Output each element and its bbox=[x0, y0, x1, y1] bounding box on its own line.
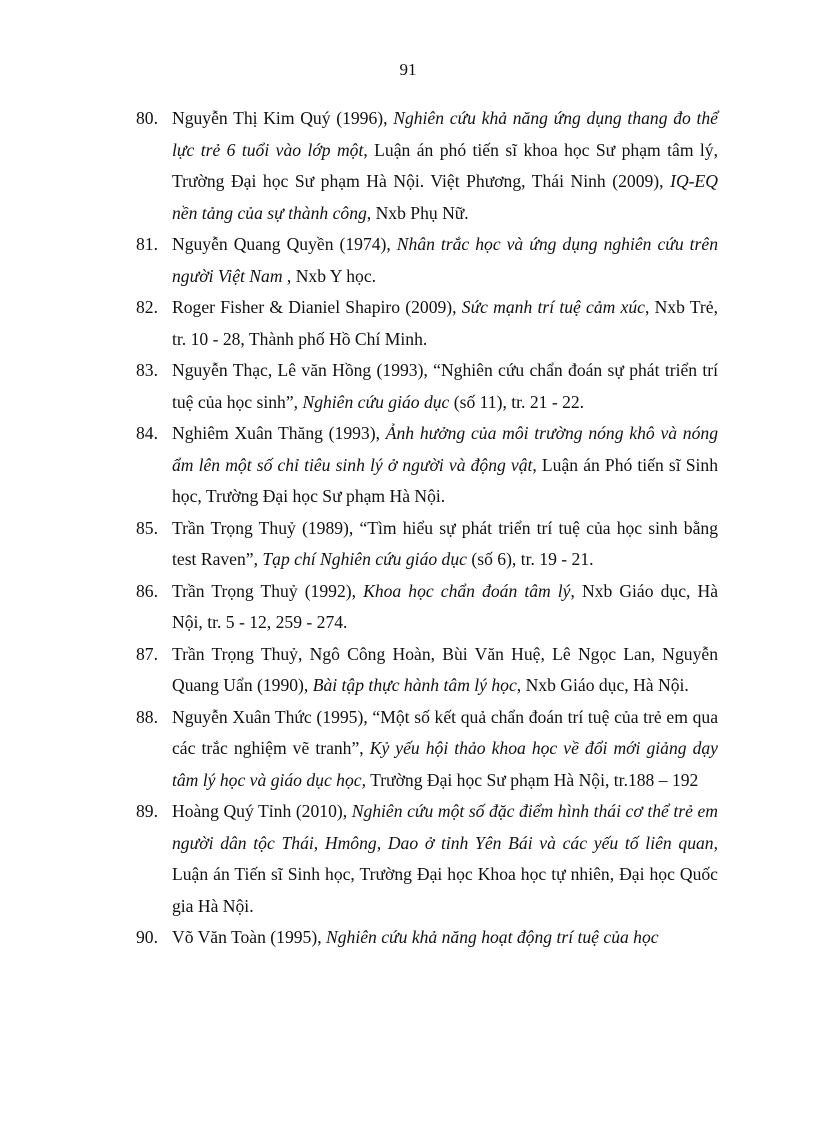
reference-title: Nghiên cứu giáo dục bbox=[302, 391, 450, 412]
reference-number: 85. bbox=[136, 517, 158, 538]
reference-title: Ảnh hưởng của môi trường nóng khô và nóng ẩm lên một số chỉ tiêu sinh lý ở người và động vật bbox=[172, 423, 718, 475]
reference-text: Võ Văn Toàn (1995), bbox=[172, 927, 326, 947]
reference-title: Tạp chí Nghiên cứu giáo dục bbox=[262, 549, 467, 569]
reference-item bbox=[136, 513, 718, 576]
reference-item bbox=[136, 292, 718, 355]
reference-number: 80. bbox=[136, 108, 158, 128]
reference-text: Nguyễn Xuân Thức (1995), “Một số kết quả chẩn đoán trí tuệ của trẻ em qua các trắc nghiệm vẽ tranh”, bbox=[172, 706, 718, 758]
reference-text: Nguyễn Thị Kim Quý (1996), bbox=[172, 108, 394, 128]
reference-text: Trường Đại học Sư phạm Hà Nội, tr.188 – 192 bbox=[365, 769, 699, 790]
reference-text: , Nxb Giáo dục, Hà Nội, tr. 5 - 12, 259 - 274. bbox=[172, 580, 719, 632]
reference-number: 88. bbox=[136, 706, 158, 727]
reference-title: Nghiên cứu một số đặc điểm hình thái cơ thể trẻ em người dân tộc Thái, Hmông, Dao ở tỉnh Yên Bái và các yếu tố liên quan, bbox=[172, 801, 719, 853]
reference-text: , Nxb Y học. bbox=[282, 265, 377, 286]
reference-text: , Nxb Phụ Nữ. bbox=[366, 202, 469, 223]
reference-text: Trần Trọng Thuỷ, Ngô Công Hoàn, Bùi Văn Huệ, Lê Ngọc Lan, Nguyễn Quang Uẩn (1990), bbox=[172, 643, 718, 695]
reference-text: (số 11), tr. 21 - 22. bbox=[449, 391, 585, 412]
reference-text: Trần Trọng Thuỷ (1989), “Tìm hiểu sự phát triển trí tuệ của học sinh bằng test Raven”, bbox=[172, 517, 718, 569]
reference-text: Hoàng Quý Tỉnh (2010), bbox=[172, 801, 352, 821]
reference-text: Nguyễn Thạc, Lê văn Hồng (1993), “Nghiên cứu chẩn đoán sự phát triển trí tuệ của học sinh”, bbox=[172, 360, 718, 412]
reference-text: Nghiêm Xuân Thăng (1993), bbox=[172, 423, 386, 443]
reference-number: 90. bbox=[136, 927, 158, 947]
reference-text: Luận án Tiến sĩ Sinh học, Trường Đại học Khoa học tự nhiên, Đại học Quốc gia Hà Nội. bbox=[172, 864, 718, 916]
reference-title: Kỷ yếu hội thảo khoa học về đổi mới giảng dạy tâm lý học và giáo dục học, bbox=[172, 738, 718, 790]
reference-title: IQ-EQ nền tảng của sự thành công bbox=[172, 171, 718, 223]
reference-number: 81. bbox=[136, 234, 158, 254]
reference-item bbox=[136, 796, 718, 922]
reference-title: Nghiên cứu khả năng ứng dụng thang đo thể lực trẻ 6 tuổi vào lớp một bbox=[172, 108, 718, 160]
reference-text: Trần Trọng Thuỷ (1992), bbox=[172, 580, 364, 601]
reference-title: Nhân trắc học và ứng dụng nghiên cứu trên người Việt Nam bbox=[172, 234, 718, 286]
reference-text: , Nxb Trẻ, tr. 10 - 28, Thành phố Hồ Chí Minh. bbox=[172, 297, 718, 349]
reference-text: , Luận án Phó tiến sĩ Sinh học, Trường Đại học Sư phạm Hà Nội. bbox=[172, 454, 719, 506]
reference-item bbox=[136, 576, 718, 639]
reference-title: Nghiên cứu khả năng hoạt động trí tuệ của học bbox=[326, 927, 659, 947]
reference-title: Bài tập thực hành tâm lý học bbox=[312, 675, 517, 695]
reference-text: Roger Fisher & Dianiel Shapiro (2009), bbox=[172, 297, 462, 317]
reference-item bbox=[136, 418, 718, 513]
reference-number: 84. bbox=[136, 423, 158, 443]
reference-list bbox=[136, 103, 718, 954]
page-number: 91 bbox=[399, 60, 417, 79]
reference-title: Sức mạnh trí tuệ cảm xúc bbox=[461, 297, 645, 317]
reference-number: 83. bbox=[136, 360, 158, 380]
reference-number: 87. bbox=[136, 643, 158, 664]
reference-number: 82. bbox=[136, 297, 158, 317]
reference-item bbox=[136, 922, 718, 954]
reference-text: , Luận án phó tiến sĩ khoa học Sư phạm tâm lý, Trường Đại học Sư phạm Hà Nội. Việt Phương, Thái Ninh (2009), bbox=[172, 139, 718, 191]
reference-text: , Nxb Giáo dục, Hà Nội. bbox=[516, 675, 689, 695]
reference-number: 89. bbox=[136, 801, 158, 821]
reference-item bbox=[136, 103, 718, 229]
reference-text: (số 6), tr. 19 - 21. bbox=[466, 549, 594, 569]
reference-item bbox=[136, 639, 718, 702]
reference-title: Khoa học chẩn đoán tâm lý bbox=[363, 580, 571, 601]
reference-item bbox=[136, 355, 718, 418]
reference-item bbox=[136, 702, 718, 797]
reference-item bbox=[136, 229, 718, 292]
reference-text: Nguyễn Quang Quyền (1974), bbox=[172, 234, 397, 254]
reference-number: 86. bbox=[136, 580, 158, 601]
